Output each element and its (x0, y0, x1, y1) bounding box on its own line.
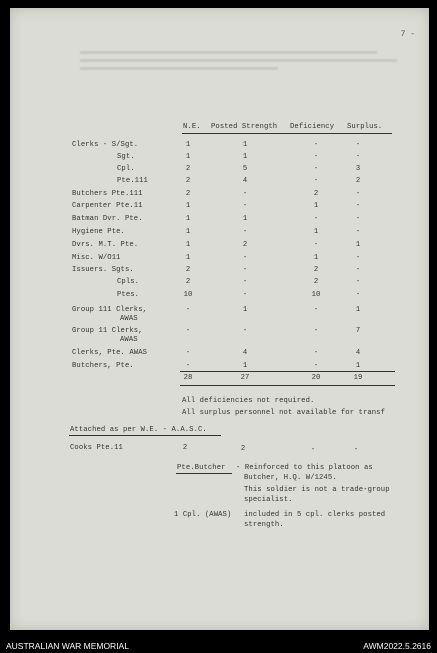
row-cell-sur: - (355, 278, 361, 286)
col-header-ne: N.E. (183, 123, 201, 131)
total-sur: 19 (353, 374, 363, 382)
row-cell-posted: - (242, 190, 248, 198)
remark-specialist-line1: This soldier is not a trade-group (244, 486, 390, 494)
row-cell-ne: 1 (185, 228, 191, 236)
row-cell-posted: - (242, 291, 248, 299)
row-cell-ne: - (185, 327, 191, 335)
row-label-continued: AWAS (120, 336, 138, 344)
total-posted: 27 (240, 374, 250, 382)
bleed-through-text (80, 46, 410, 90)
row-cell-ne: 1 (185, 141, 191, 149)
row-cell-posted: - (242, 278, 248, 286)
row-cell-sur: - (355, 291, 361, 299)
note-deficiencies: All deficiencies not required. (182, 397, 315, 405)
row-label: Sgt. (117, 153, 135, 161)
row-cell-sur: - (355, 190, 361, 198)
row-label: Pte.111 (117, 177, 148, 185)
row-cell-def: 2 (313, 190, 319, 198)
document-page (10, 8, 429, 630)
row-cell-def: - (313, 362, 319, 370)
row-cell-posted: 1 (242, 153, 248, 161)
remark-cpl-text2: strength. (244, 521, 284, 529)
totals-rule-bottom (180, 385, 395, 386)
row-cell-sur: - (355, 202, 361, 210)
row-cell-posted: - (242, 327, 248, 335)
row-cell-def: - (313, 165, 319, 173)
attached-def: - (310, 446, 316, 454)
row-cell-posted: 1 (242, 306, 248, 314)
row-cell-posted: 1 (242, 362, 248, 370)
row-cell-sur: 3 (355, 165, 361, 173)
total-def: 20 (311, 374, 321, 382)
row-cell-sur: - (355, 254, 361, 262)
row-label-continued: AWAS (120, 315, 138, 323)
row-cell-sur: - (355, 215, 361, 223)
remark-pte-butcher-text2: Butcher, H.Q. W/1245. (244, 474, 337, 482)
row-cell-posted: - (242, 254, 248, 262)
row-cell-posted: - (242, 266, 248, 274)
row-cell-posted: 5 (242, 165, 248, 173)
row-cell-ne: - (185, 349, 191, 357)
row-cell-def: 2 (313, 266, 319, 274)
row-cell-ne: - (185, 362, 191, 370)
row-label: Clerks, Pte. AWAS (72, 349, 148, 357)
row-cell-sur: 1 (355, 362, 361, 370)
archive-footer (0, 638, 437, 653)
attached-posted: 2 (240, 445, 246, 453)
row-label: Batman Dvr. Pte. (72, 215, 143, 223)
row-label: Misc. W/O11 (72, 254, 121, 262)
row-cell-def: 1 (313, 202, 319, 210)
remark-cpl-label: 1 Cpl. (AWAS) (174, 511, 232, 519)
row-cell-ne: - (185, 306, 191, 314)
row-cell-def: - (313, 215, 319, 223)
row-label: Cpls. (117, 278, 140, 286)
attached-heading: Attached as per W.E. - A.A.S.C. (70, 426, 207, 434)
row-cell-ne: 1 (185, 254, 191, 262)
row-cell-def: - (313, 177, 319, 185)
row-label: Ptes. (117, 291, 140, 299)
row-cell-sur: 7 (355, 327, 361, 335)
row-cell-ne: 2 (185, 190, 191, 198)
row-label: Group 11 Clerks, (72, 327, 143, 335)
row-cell-def: - (313, 141, 319, 149)
row-cell-def: - (313, 327, 319, 335)
row-cell-posted: 4 (242, 349, 248, 357)
row-label: Clerks - S/Sgt. (72, 141, 139, 149)
attached-sur: - (353, 446, 359, 454)
footer-institution: AUSTRALIAN WAR MEMORIAL (6, 641, 129, 651)
row-cell-posted: 4 (242, 177, 248, 185)
row-cell-sur: 1 (355, 241, 361, 249)
row-cell-def: 2 (313, 278, 319, 286)
row-label: Dvrs. M.T. Pte. (72, 241, 139, 249)
corner-mark: 7 - (400, 30, 415, 39)
attached-label: Cooks Pte.11 (70, 444, 123, 452)
row-cell-ne: 1 (185, 202, 191, 210)
col-header-deficiency: Deficiency (290, 123, 335, 131)
row-label: Butchers Pte.111 (72, 190, 143, 198)
row-cell-ne: 2 (185, 165, 191, 173)
footer-reference: AWM2022.5.2616 (363, 641, 431, 651)
row-label: Hygiene Pte. (72, 228, 125, 236)
row-label: Carpenter Pte.11 (72, 202, 143, 210)
totals-rule-top (180, 371, 395, 372)
row-cell-def: - (313, 349, 319, 357)
row-cell-ne: 2 (185, 278, 191, 286)
row-cell-def: 1 (313, 254, 319, 262)
row-cell-def: - (313, 153, 319, 161)
row-label: Cpl. (117, 165, 135, 173)
row-cell-def: - (313, 241, 319, 249)
row-cell-sur: 1 (355, 306, 361, 314)
remark-cpl-text1: included in 5 cpl. clerks posted (244, 511, 386, 519)
header-underline (182, 133, 392, 134)
row-cell-ne: 2 (185, 177, 191, 185)
row-cell-posted: 1 (242, 141, 248, 149)
row-cell-sur: 2 (355, 177, 361, 185)
row-cell-sur: - (355, 141, 361, 149)
row-cell-sur: - (355, 266, 361, 274)
note-surplus: All surplus personnel not available for transf (182, 409, 386, 417)
row-label: Group 111 Clerks, (72, 306, 148, 314)
remark-pte-butcher-underline (176, 473, 232, 474)
row-label: Issuers. Sgts. (72, 266, 134, 274)
remark-specialist-line2: specialist. (244, 496, 293, 504)
remark-pte-butcher-text1: - Reinforced to this platoon as (236, 464, 373, 472)
row-cell-ne: 1 (185, 215, 191, 223)
row-cell-posted: - (242, 202, 248, 210)
row-cell-sur: - (355, 228, 361, 236)
row-cell-sur: - (355, 153, 361, 161)
row-cell-def: 10 (311, 291, 321, 299)
row-cell-ne: 1 (185, 241, 191, 249)
row-cell-ne: 10 (183, 291, 193, 299)
row-cell-def: 1 (313, 228, 319, 236)
row-cell-def: - (313, 306, 319, 314)
remark-pte-butcher-label: Pte.Butcher (177, 464, 226, 472)
attached-ne: 2 (182, 444, 188, 452)
col-header-surplus: Surplus. (347, 123, 383, 131)
attached-underline (69, 435, 221, 436)
row-label: Butchers, Pte. (72, 362, 134, 370)
row-cell-posted: 1 (242, 215, 248, 223)
total-ne: 28 (183, 374, 193, 382)
row-cell-posted: 2 (242, 241, 248, 249)
row-cell-posted: - (242, 228, 248, 236)
row-cell-ne: 1 (185, 153, 191, 161)
row-cell-sur: 4 (355, 349, 361, 357)
col-header-posted: Posted Strength (211, 123, 278, 131)
row-cell-ne: 2 (185, 266, 191, 274)
